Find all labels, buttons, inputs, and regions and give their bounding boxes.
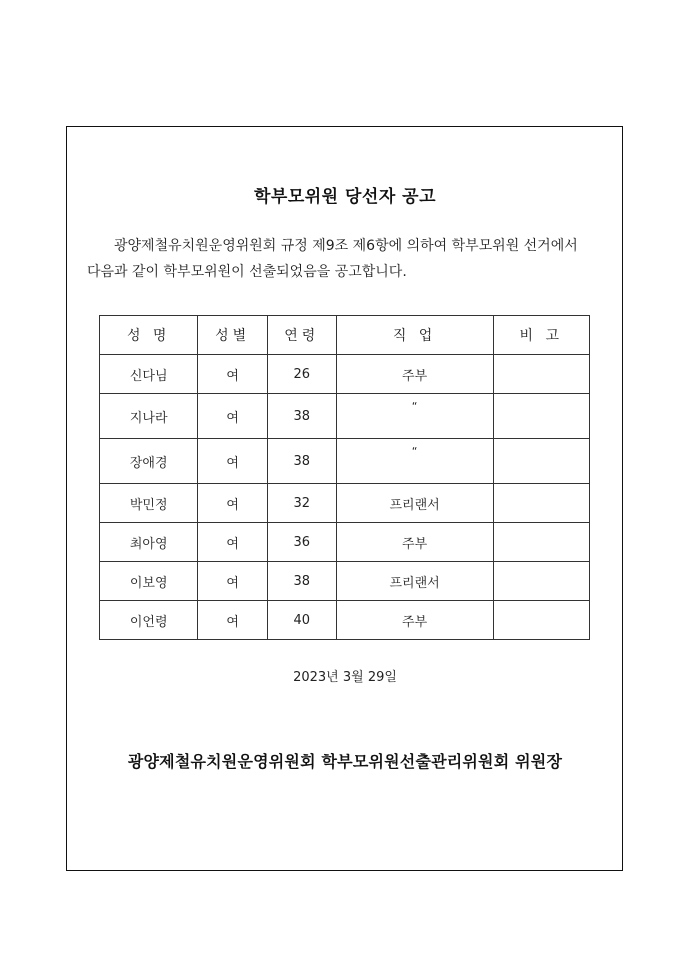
cell-name: 신다님	[100, 355, 198, 394]
cell-name: 장애경	[100, 439, 198, 484]
cell-job: 주부	[336, 355, 493, 394]
table-row	[100, 394, 590, 439]
cell-name: 박민정	[100, 484, 198, 523]
header-note: 비 고	[493, 316, 589, 355]
cell-name: 이언령	[100, 601, 198, 640]
cell-gender: 여	[198, 562, 268, 601]
cell-age: 38	[268, 394, 337, 439]
cell-age: 40	[268, 601, 337, 640]
cell-name: 지나라	[100, 394, 198, 439]
cell-gender: 여	[198, 484, 268, 523]
cell-gender: 여	[198, 439, 268, 484]
cell-job: 주부	[336, 601, 493, 640]
header-job: 직 업	[336, 316, 493, 355]
cell-note	[493, 355, 589, 394]
cell-job: “	[336, 394, 493, 439]
elected-members-table	[99, 315, 590, 640]
cell-name: 이보영	[100, 562, 198, 601]
document-title: 학부모위원 당선자 공고	[253, 187, 437, 207]
cell-note	[493, 601, 589, 640]
header-name: 성 명	[100, 316, 198, 355]
signature-line: 광양제철유치원운영위원회 학부모위원선출관리위원회 위원장	[127, 752, 563, 771]
cell-job: 프리랜서	[336, 562, 493, 601]
table-row	[100, 355, 590, 394]
cell-gender: 여	[198, 355, 268, 394]
cell-job: 프리랜서	[336, 484, 493, 523]
cell-note	[493, 439, 589, 484]
table-header-row	[100, 316, 590, 355]
cell-gender: 여	[198, 394, 268, 439]
cell-note	[493, 562, 589, 601]
table-row	[100, 562, 590, 601]
intro-paragraph	[87, 233, 607, 285]
cell-note	[493, 523, 589, 562]
cell-gender: 여	[198, 523, 268, 562]
intro-line-1: 광양제철유치원운영위원회 규정 제9조 제6항에 의하여 학부모위원 선거에서	[114, 238, 578, 254]
cell-note	[493, 484, 589, 523]
cell-note	[493, 394, 589, 439]
intro-line-2: 다음과 같이 학부모위원이 선출되었음을 공고합니다.	[87, 264, 407, 280]
cell-age: 38	[268, 562, 337, 601]
table-row	[100, 439, 590, 484]
header-age: 연령	[268, 316, 337, 355]
table-row	[100, 523, 590, 562]
announcement-date: 2023년 3월 29일	[293, 670, 397, 685]
table-row	[100, 484, 590, 523]
header-gender: 성별	[198, 316, 268, 355]
cell-job: “	[336, 439, 493, 484]
cell-age: 38	[268, 439, 337, 484]
cell-name: 최아영	[100, 523, 198, 562]
cell-gender: 여	[198, 601, 268, 640]
cell-age: 26	[268, 355, 337, 394]
table-row	[100, 601, 590, 640]
cell-age: 32	[268, 484, 337, 523]
cell-job: 주부	[336, 523, 493, 562]
cell-age: 36	[268, 523, 337, 562]
